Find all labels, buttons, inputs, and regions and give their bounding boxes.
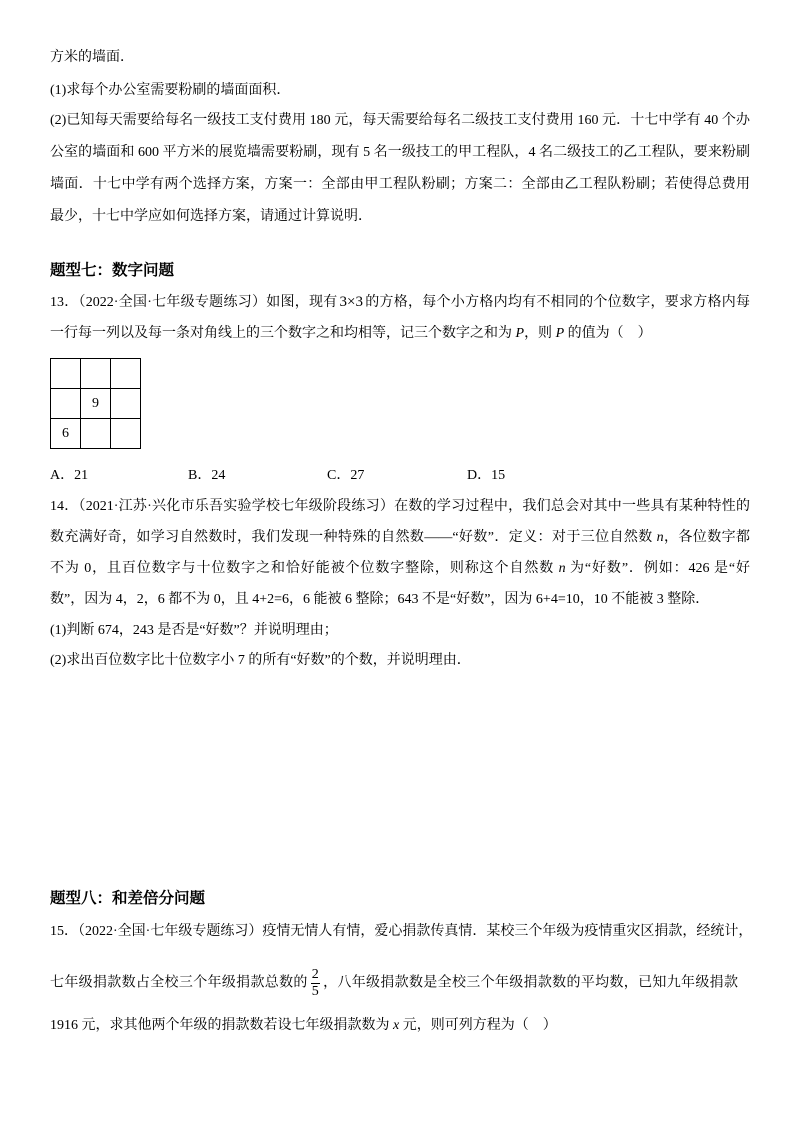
question-14-text: 为“好数”．例如：426 是“好	[565, 561, 750, 576]
question-15-stem-line-2	[50, 967, 738, 1000]
answer-option-c	[327, 466, 364, 486]
question-12-part-2-line-1: (2)已知每天需要给每名一级技工支付费用 180 元，每天需要给每名二级技工支付费用 160 元．十七中学有 40 个办	[50, 113, 750, 128]
question-15-text: ，八年级捐款数是全校三个年级捐款数的平均数，已知九年级捐款	[322, 975, 739, 991]
grid-cell: 6	[51, 419, 81, 449]
question-13-text: 一行每一列以及每一条对角线上的三个数字之和均相等，记三个数字之和为	[50, 326, 516, 341]
option-label: B．	[188, 468, 212, 483]
option-value: 27	[350, 468, 365, 483]
question-15-text: 七年级捐款数占全校三个年级捐款总数的	[50, 975, 308, 991]
option-label: A．	[50, 468, 75, 483]
grid-cell: 9	[81, 389, 111, 419]
question-14-stem-line-1: 14．（2021·江苏·兴化市乐吾实验学校七年级阶段练习）在数的学习过程中，我们总会对其中一些具有某种特性的	[50, 499, 750, 514]
fraction-numerator: 2	[311, 967, 319, 982]
answer-option-a	[50, 466, 88, 486]
question-14-text: ，各位数字都	[663, 530, 750, 545]
magic-square-grid	[50, 358, 141, 449]
grid-cell	[51, 359, 81, 389]
grid-cell	[81, 359, 111, 389]
variable-n: n	[656, 530, 664, 545]
question-13-text: 的方格，每个小方格内均有不相同的个位数字，要求方格内每	[365, 295, 751, 310]
grid-cell	[111, 359, 141, 389]
answer-option-b	[188, 466, 225, 486]
variable-x: x	[393, 1018, 400, 1033]
question-15-stem-line-3	[50, 1016, 557, 1036]
question-12-part-2-line-2: 公室的墙面和 600 平方米的展览墙需要粉刷，现有 5 名一级技工的甲工程队，4 名二级技工的乙工程队，要来粉刷	[50, 145, 750, 160]
section-heading-sum-difference-problems: 题型八：和差倍分问题	[50, 890, 206, 907]
question-12-continuation-line: 方米的墙面．	[50, 50, 134, 65]
question-14-stem-line-4: 数”，因为 4，2，6 都不为 0，且 4+2=6，6 能被 6 整除；643 不是“好数”，因为 6+4=10，10 不能被 3 整除．	[50, 592, 710, 607]
grid-cell	[111, 389, 141, 419]
question-14-stem-line-2	[50, 528, 750, 548]
answer-option-d	[467, 466, 505, 486]
variable-n: n	[558, 561, 566, 576]
section-heading-number-problems: 题型七：数字问题	[50, 262, 175, 279]
option-value: 21	[74, 468, 89, 483]
question-15-text: 元，则可列方程为（ ）	[399, 1018, 557, 1033]
grid-size-math-expression: 3×3	[339, 294, 363, 310]
question-14-part-2: (2)求出百位数字比十位数字小 7 的所有“好数”的个数，并说明理由．	[50, 653, 471, 668]
question-14-text: 数充满好奇，如学习自然数时，我们发现一种特殊的自然数——“好数”．定义：对于三位自然数	[50, 530, 657, 545]
question-15-text: 1916 元，求其他两个年级的捐款数若设七年级捐款数为	[50, 1018, 393, 1033]
question-14-part-1: (1)判断 674，243 是否是“好数”？并说明理由；	[50, 623, 338, 638]
question-13-stem-line-1	[50, 292, 750, 313]
question-14-text: 不为 0，且百位数字与十位数字之和恰好能被个位数字整除，则称这个自然数	[50, 561, 559, 576]
fraction-denominator: 5	[311, 984, 319, 999]
option-label: C．	[327, 468, 351, 483]
variable-p: P	[515, 326, 525, 341]
question-12-part-1: (1)求每个办公室需要粉刷的墙面面积．	[50, 83, 291, 98]
option-value: 24	[211, 468, 226, 483]
variable-p: P	[555, 326, 565, 341]
fraction-two-fifths	[311, 967, 320, 1000]
question-13-text: 的值为（ ）	[564, 326, 652, 341]
option-label: D．	[467, 468, 492, 483]
question-13-text: 13．（2022·全国·七年级专题练习）如图，现有	[50, 295, 338, 310]
question-14-stem-line-3	[50, 559, 750, 579]
question-13-text: ，则	[524, 326, 556, 341]
grid-cell	[51, 389, 81, 419]
question-15-stem-line-1: 15．（2022·全国·七年级专题练习）疫情无情人有情，爱心捐款传真情．某校三个年级为疫情重灾区捐款，经统计，	[50, 924, 753, 939]
question-13-stem-line-2	[50, 324, 652, 344]
question-12-part-2-line-4: 最少，十七中学应如何选择方案，请通过计算说明．	[50, 209, 372, 224]
grid-cell	[81, 419, 111, 449]
question-12-part-2-line-3: 墙面．十七中学有两个选择方案，方案一：全部由甲工程队粉刷；方案二：全部由乙工程队粉刷；若使得总费用	[50, 177, 750, 192]
grid-cell	[111, 419, 141, 449]
option-value: 15	[491, 468, 506, 483]
